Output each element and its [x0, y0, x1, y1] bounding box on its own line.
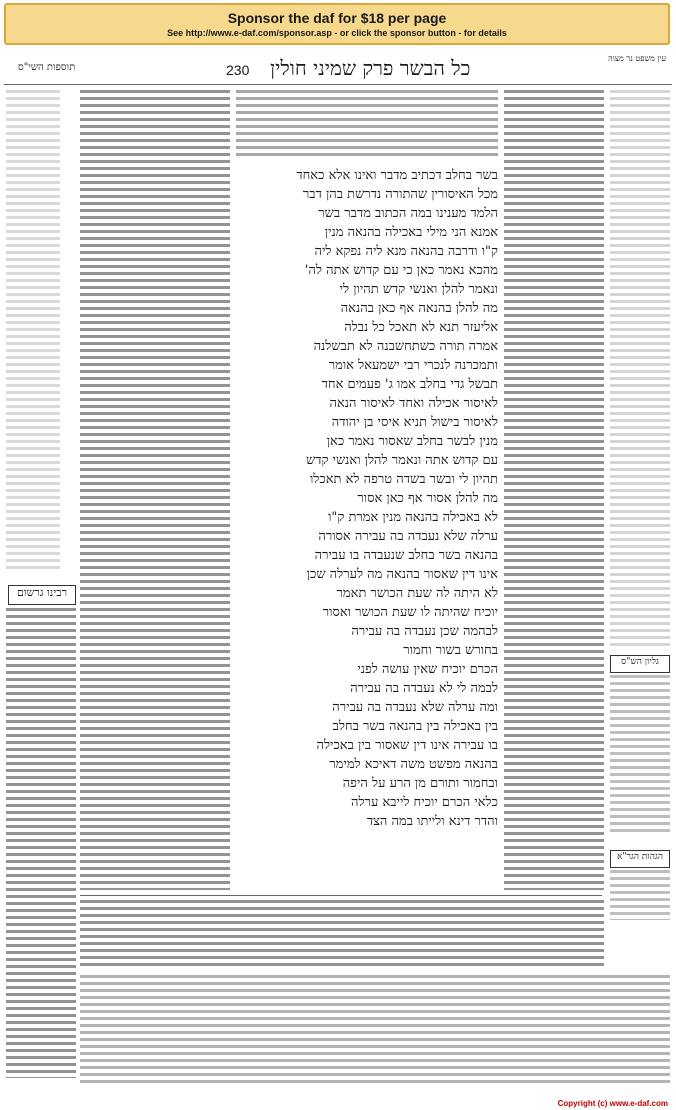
footer-commentary-text	[80, 975, 670, 1085]
gemara-line: מה להלן בהנאה אף כאן בהנאה	[340, 301, 498, 316]
gemara-line: יוכיח שהיתה לו שעת הכושר ואסור	[322, 605, 498, 620]
gemara-line: ונאמר להלן ואנשי קדש תהיון לי	[339, 282, 498, 297]
gilyon-text-block	[610, 675, 670, 835]
gemara-line: בחורש בשור וחמור	[403, 643, 498, 658]
footer-commentary	[80, 975, 670, 1085]
gemara-line: אמנא הני מילי באכילה בהנאה מנין	[324, 225, 498, 240]
gemara-line: מה להלן אסור אף כאן אסור	[357, 491, 498, 506]
hagahot-text	[610, 870, 670, 920]
page-number: 230	[226, 62, 250, 78]
gemara-line: מכל האיסורין שהתורה נדרשת בהן דבר	[302, 187, 498, 202]
rashi-text-block	[504, 90, 604, 890]
tosafot-column	[80, 90, 230, 890]
hagahot-text-block	[610, 870, 670, 920]
margin-text-block	[6, 90, 60, 570]
header-rule	[4, 84, 672, 85]
gemara-line: בהנאה מפשט משה דאיכא למימר	[329, 757, 498, 772]
gemara-line: עם קדוש אתה ונאמר להלן ואנשי קדש	[306, 453, 498, 468]
gemara-line: ומה ערלה שלא נעבדה בה עבירה	[332, 700, 498, 715]
gemara-line: ק"ו ודרבה בהנאה מנא ליה נפקא ליה	[314, 244, 498, 259]
gemara-line: לא באכילה בהנאה מנין אמרת ק"ו	[328, 510, 498, 525]
sponsor-banner[interactable]	[4, 3, 670, 45]
gemara-line: והדר דינא ולייתו במה הצד	[366, 814, 498, 829]
rabbeinu-gershom-heading: רבינו גרשום	[8, 585, 76, 605]
banner-title: Sponsor the daf for $18 per page	[227, 10, 447, 26]
gemara-line: לבמה לי לא נעבדה בה עבירה	[350, 681, 498, 696]
gemara-line: ערלה שלא נעבדה בה עבירה אסורה	[318, 529, 498, 544]
tosafot-hashas-label: תוספות השי"ס	[18, 62, 76, 73]
gemara-line: בשר בחלב דכתיב מדבר ואינו אלא כאחד	[296, 168, 498, 183]
gemara-line: לבהמה שכן נעבדה בה עבירה	[351, 624, 498, 639]
bottom-commentary-text	[80, 900, 604, 970]
gemara-line: בין באכילה בין בהנאה בשר בחלב	[332, 719, 498, 734]
gemara-line: הכרם יוכיח שאין עושה לפני	[357, 662, 498, 677]
gemara-line: אינו דין שאסור בהנאה מה לערלה שכן	[306, 567, 498, 582]
gemara-line: לאיסור אכילה ואחד לאיסור הנאה	[329, 396, 498, 411]
bottom-rule	[80, 895, 602, 896]
gemara-line: כלאי הכרם יוכיח לייבא ערלה	[351, 795, 498, 810]
gemara-line: תבשל גדי בחלב אמו ג' פעמים אחד	[321, 377, 498, 392]
gemara-line: אליעזר תנא לא תאכל כל נבלה	[344, 320, 498, 335]
gemara-top-text	[236, 90, 498, 160]
bottom-commentary	[80, 900, 604, 970]
gemara-line: לאיסור בישול תניא איסי בן יהודה	[331, 415, 498, 430]
gemara-line: לא היתה לה שעת הכושר תאמר	[336, 586, 498, 601]
talmud-page	[4, 50, 672, 1090]
copyright-footer[interactable]: Copyright (c) www.e-daf.com	[557, 1099, 668, 1108]
page-title: כל הבשר פרק שמיני חולין	[270, 56, 471, 80]
gemara-line: מהכא נאמר כאן כי עם קדוש אתה לה'	[304, 263, 498, 278]
gemara-line: אמרה תורה כשתחשבנה לא תבשלנה	[313, 339, 498, 354]
gemara-line: ותמכרנה לנכרי רבי ישמעאל אומר	[328, 358, 498, 373]
gilyon-hashas-heading: גליון הש"ס	[610, 655, 670, 673]
tosafot-text-block	[80, 90, 230, 890]
gilyon-hashas-text	[610, 675, 670, 835]
gemara-line: תהיון לי ובשר בשדה טרפה לא תאכלו	[309, 472, 498, 487]
gemara-line: ובחמור ותורם מן הרע על היפה	[342, 776, 498, 791]
ein-mishpat-text	[610, 90, 670, 650]
gemara-text	[236, 166, 498, 831]
ein-mishpat-column	[610, 90, 670, 650]
gemara-line: בהנאה בשר בחלב שנעבדה בו עבירה	[314, 548, 498, 563]
banner-subtitle[interactable]: See http://www.e-daf.com/sponsor.asp - or click the sponsor button - for details	[167, 28, 507, 38]
gemara-column	[236, 90, 498, 890]
rashi-column	[504, 90, 604, 890]
gemara-line: מנין לבשר בחלב שאסור נאמר כאן	[326, 434, 498, 449]
gemara-line: בו עבירה אינו דין שאסור בין באכילה	[316, 738, 498, 753]
page-header	[4, 50, 672, 84]
rabbeinu-gershom-text	[6, 608, 76, 1078]
gemara-line: הלמד מענינו במה הכתוב מדבר בשר	[318, 206, 498, 221]
hagahot-heading: הגהות הגר"א	[610, 850, 670, 868]
ein-mishpat-label: עין משפט נר מצוה	[608, 54, 666, 63]
left-margin-notes	[6, 90, 60, 570]
gershom-text-block	[6, 608, 76, 1078]
